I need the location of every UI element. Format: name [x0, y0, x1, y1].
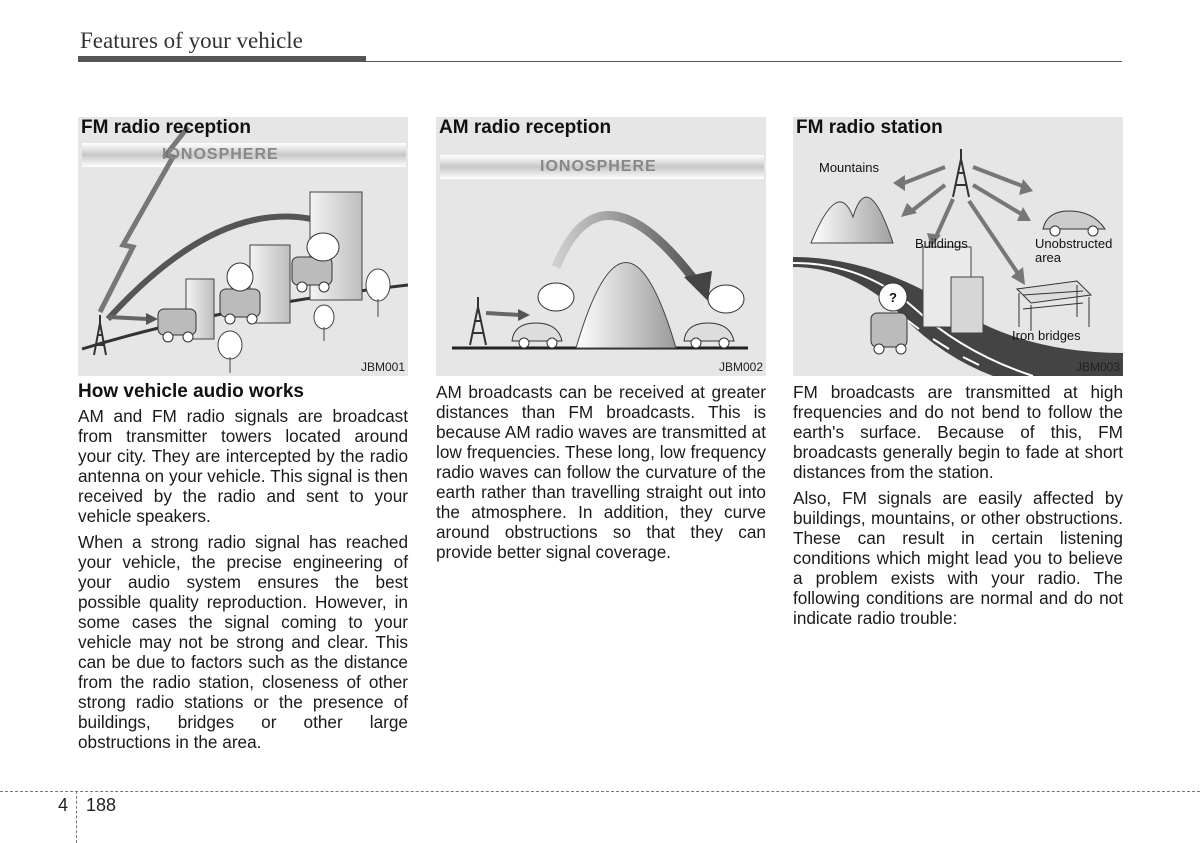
radio-tower-icon: [953, 149, 969, 197]
middle-column: [436, 382, 766, 568]
mountains-shape: [811, 197, 893, 243]
signal-arrow-low: [108, 317, 148, 319]
signal-arrow-low: [486, 313, 520, 315]
mountain-shape: [576, 263, 676, 349]
figure-am-reception: [436, 117, 766, 376]
ionosphere-label: IONOSPHERE: [162, 146, 279, 163]
building-2: [951, 277, 983, 333]
fm-reception-illustration: [78, 117, 408, 376]
paragraph: FM broadcasts are transmitted at high frequencies and do not bend to follow the earth's surface. Because of this, FM broadcasts generally begin to fade at short distances from the station.: [793, 382, 1123, 482]
paragraph: When a strong radio signal has reached your vehicle, the precise engineering of your audio system ensures the best possible quality reproduction. However, in some cases the signal coming to your vehicle may not be strong and clear. This can be due to factors such as the distance from the radio station, closeness of other strong radio stations or the presence of buildings, bridges or other large obstructions in the area.: [78, 532, 408, 752]
label-iron-bridges: Iron bridges: [1012, 328, 1081, 343]
car-road-icon: [871, 313, 907, 354]
figure-title: FM radio reception: [81, 117, 251, 138]
page-number: 188: [86, 795, 117, 815]
label-unobstructed: Unobstructed: [1035, 236, 1113, 251]
speech-bubble-static-icon: [227, 263, 253, 291]
ionosphere-label: IONOSPHERE: [540, 158, 657, 175]
fm-station-illustration: [793, 117, 1123, 376]
figure-title: FM radio station: [796, 117, 943, 138]
figure-fm-reception: [78, 117, 408, 376]
figure-code: JBM003: [1075, 360, 1120, 374]
radio-tower-icon: [94, 315, 106, 355]
car-left-icon: [512, 323, 562, 348]
left-column: [78, 382, 408, 758]
question-mark-icon: ?: [889, 290, 897, 305]
paragraph: Also, FM signals are easily affected by buildings, mountains, or other obstructions. These can result in certain listening conditions which might lead you to believe a problem exists with your radio. The following conditions are normal and do not indicate radio trouble:: [793, 488, 1123, 628]
car-unobstructed-icon: [1043, 211, 1105, 236]
speech-bubble-wave-icon: [307, 233, 339, 261]
car-2-icon: [220, 289, 260, 324]
header-rule-thick: [78, 56, 366, 62]
chapter-number: 4: [58, 795, 69, 815]
label-area: area: [1035, 250, 1062, 265]
car-right-icon: [684, 323, 734, 348]
section-heading: How vehicle audio works: [78, 381, 304, 402]
header-rule-thin: [366, 61, 1122, 62]
iron-bridge-icon: [1017, 281, 1091, 331]
paragraph: AM and FM radio signals are broadcast from transmitter towers located around your city. They are intercepted by the radio antenna on your vehicle. This signal is then received by the radio and sent to your vehicle speakers.: [78, 406, 408, 526]
label-buildings: Buildings: [915, 236, 968, 251]
figure-fm-station: [793, 117, 1123, 376]
radio-tower-icon: [470, 297, 486, 345]
car-1-icon: [158, 309, 196, 342]
page-header-title: Features of your vehicle: [80, 28, 303, 53]
paragraph: AM broadcasts can be received at greater distances than FM broadcasts. This is because AM radio waves are transmitted at low frequencies. These long, low frequency radio waves can follow the curvature of the earth rather than travelling straight out into the atmosphere. In addition, they curve around obstructions so that they can provide better signal coverage.: [436, 382, 766, 562]
right-column: [793, 382, 1123, 634]
figure-title: AM radio reception: [439, 117, 612, 138]
figure-code: JBM002: [718, 360, 763, 374]
footer-dashed-rule: [0, 791, 1200, 792]
label-mountains: Mountains: [819, 160, 879, 175]
footer-vertical-dash: [76, 791, 77, 843]
speech-bubble-left-icon: [538, 283, 574, 311]
am-reception-illustration: [436, 117, 766, 376]
speech-bubble-right-icon: [708, 285, 744, 313]
figure-code: JBM001: [360, 360, 405, 374]
